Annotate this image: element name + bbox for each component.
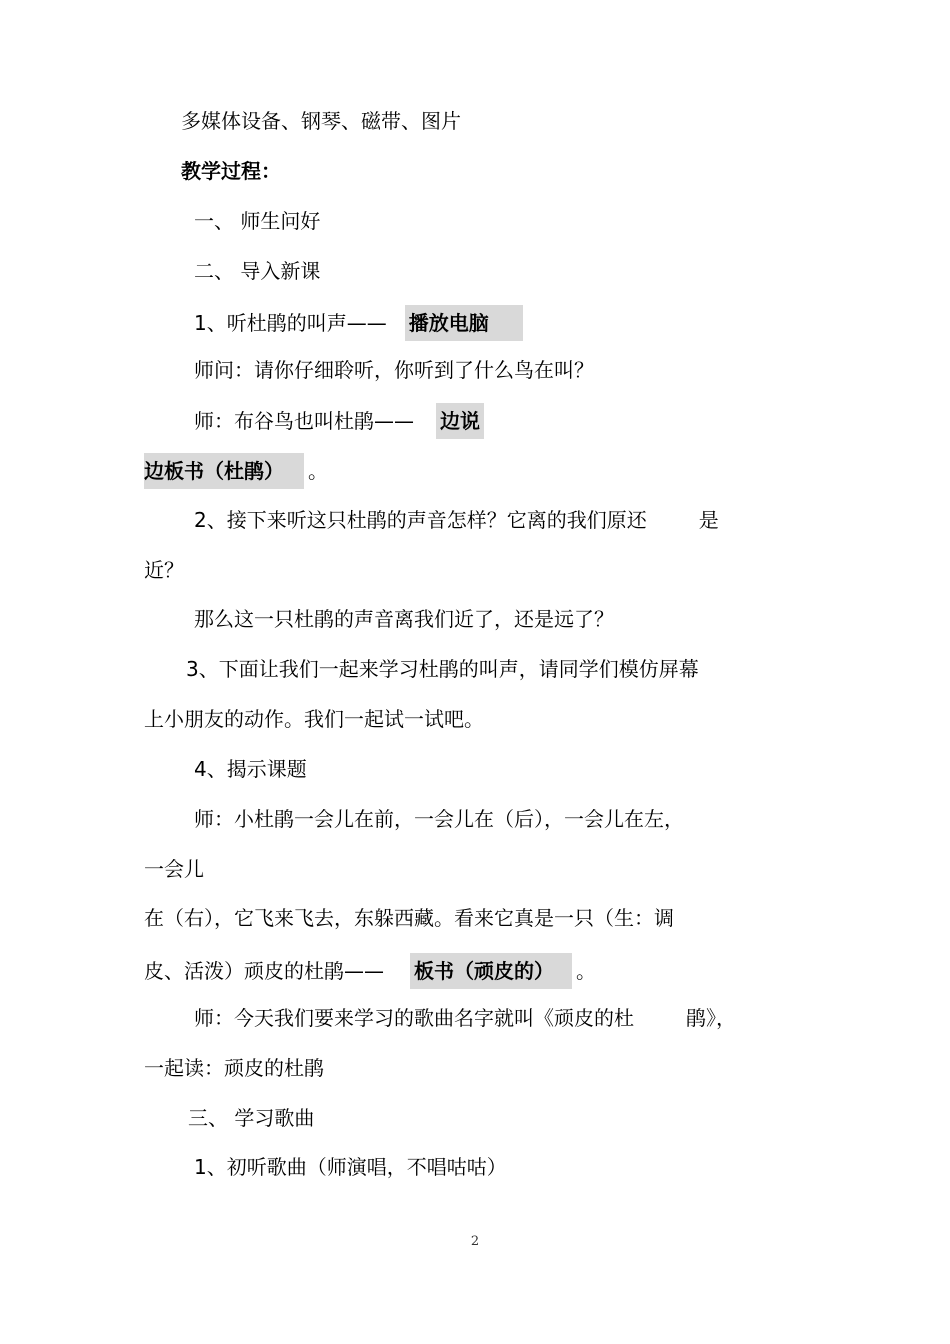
- teacher-line-one-highlight: 边说: [436, 403, 484, 439]
- item-four: 4、揭示课题: [194, 757, 307, 781]
- teacher-line-one-text: 师：布谷鸟也叫杜鹃——: [194, 409, 414, 433]
- teacher-line-three: [194, 1004, 736, 1032]
- item-one-text: 1、听杜鹃的叫声——: [194, 311, 387, 335]
- board-line-one-highlight: 边板书（杜鹃）: [144, 453, 304, 489]
- teacher-line-two-cont3-end: 。: [576, 959, 596, 983]
- materials-line: 多媒体设备、钢琴、磁带、图片: [181, 109, 461, 133]
- item-two-tail: 是: [698, 508, 719, 532]
- question-one: 师问：请你仔细聆听，你听到了什么鸟在叫？: [194, 358, 594, 382]
- song-step-one: 1、初听歌曲（师演唱，不唱咕咕）: [194, 1155, 507, 1179]
- item-one: [194, 305, 523, 341]
- item-two: [194, 506, 719, 534]
- item-two-text: 2、接下来听这只杜鹃的声音怎样？它离的我们原还: [194, 508, 647, 532]
- teacher-line-three-cont: 一起读：顽皮的杜鹃: [144, 1056, 324, 1080]
- teacher-line-two-cont3-highlight: 板书（顽皮的）: [410, 953, 572, 989]
- item-three-continued: 上小朋友的动作。我们一起试一试吧。: [144, 707, 484, 731]
- section-three: 三、 学习歌曲: [188, 1106, 315, 1130]
- process-heading: 教学过程：: [181, 159, 281, 183]
- item-two-continued: 近？: [144, 558, 184, 582]
- item-one-highlight: 播放电脑: [405, 305, 523, 341]
- teacher-line-three-tail: 鹃》，: [686, 1006, 736, 1030]
- teacher-line-two-cont2: 在（右），它飞来飞去，东躲西藏。看来它真是一只（生：调: [144, 906, 674, 930]
- teacher-line-two-cont: 一会儿: [144, 857, 204, 881]
- item-three: 3、下面让我们一起来学习杜鹃的叫声，请同学们模仿屏幕: [186, 657, 699, 681]
- teacher-line-two: 师：小杜鹃一会儿在前，一会儿在（后），一会儿在左，: [194, 807, 684, 831]
- section-one: 一、 师生问好: [194, 209, 321, 233]
- board-line-one: [144, 453, 328, 489]
- question-two: 那么这一只杜鹃的声音离我们近了，还是远了？: [194, 607, 614, 631]
- teacher-line-one: [194, 403, 484, 439]
- teacher-line-three-text: 师：今天我们要来学习的歌曲名字就叫《顽皮的杜: [194, 1006, 634, 1030]
- teacher-line-two-cont3: [144, 953, 596, 989]
- page-number: 2: [470, 1234, 480, 1249]
- section-two: 二、 导入新课: [194, 259, 321, 283]
- board-line-one-end: 。: [308, 459, 328, 483]
- teacher-line-two-cont3-text: 皮、活泼）顽皮的杜鹃——: [144, 959, 384, 983]
